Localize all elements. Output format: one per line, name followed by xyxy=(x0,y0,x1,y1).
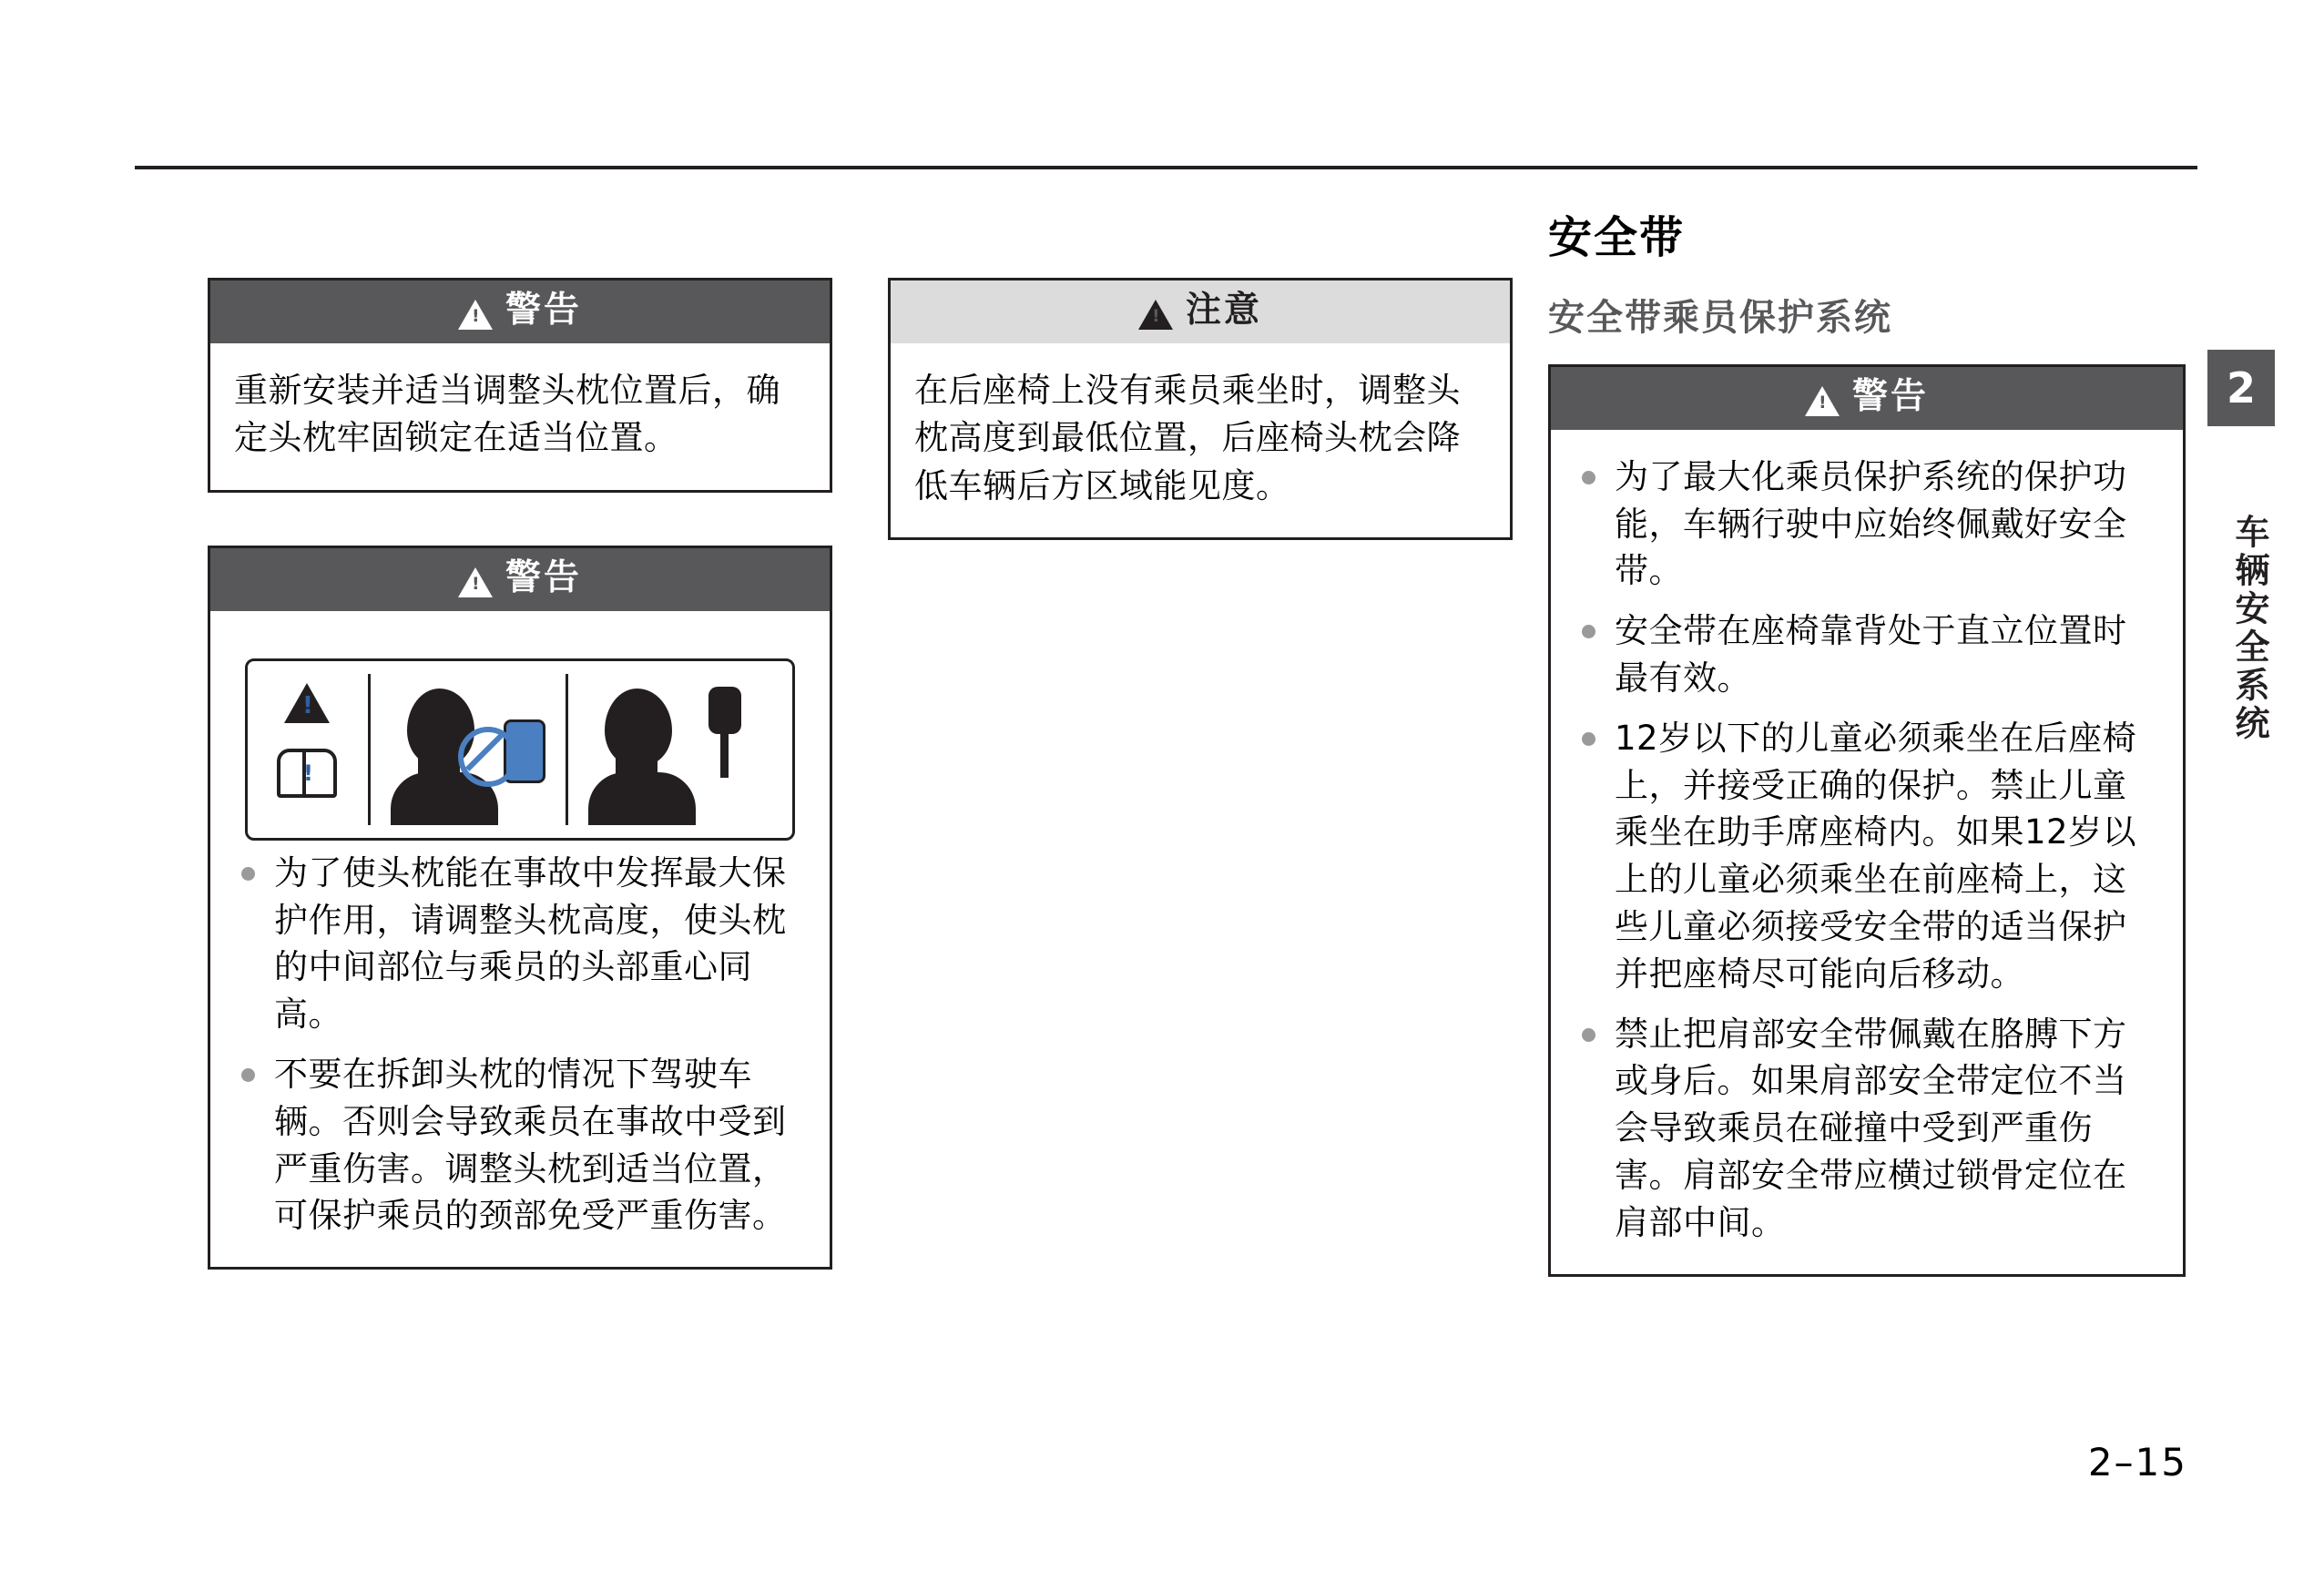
warning-triangle-icon xyxy=(1805,386,1840,416)
warning-header-label: 警告 xyxy=(505,290,582,331)
warning-box-seatbelt xyxy=(1548,364,2186,1277)
list-item: 不要在拆卸头枕的情况下驾驶车辆。否则会导致乘员在事故中受到严重伤害。调整头枕到适当位置，可保护乘员的颈部免受严重伤害。 xyxy=(234,1051,806,1239)
left-column xyxy=(208,278,832,1270)
person-with-headrest-panel xyxy=(576,674,756,825)
list-item: 12岁以下的儿童必须乘坐在后座椅上，并接受正确的保护。禁止儿童乘坐在助手席座椅内。如果12岁以上的儿童必须乘坐在前座椅上，这些儿童必须接受安全带的适当保护并把座椅尽可能向后移动。 xyxy=(1575,715,2159,998)
prohibited-icon xyxy=(458,727,518,787)
illustration-divider xyxy=(566,674,568,825)
list-item: 安全带在座椅靠背处于直立位置时最有效。 xyxy=(1575,607,2159,702)
headrest-stem-icon xyxy=(720,730,729,778)
caution-body-text: 在后座椅上没有乘员乘坐时，调整头枕高度到最低位置，后座椅头枕会降低车辆后方区域能见度。 xyxy=(914,370,1461,505)
right-column xyxy=(1548,202,2186,1277)
page-title: 安全带 xyxy=(1548,212,1686,263)
warning-box-header xyxy=(1551,367,2183,430)
warning-box-header xyxy=(210,548,830,611)
warning-box-body xyxy=(1551,430,2183,1274)
warning-box-header xyxy=(210,281,830,343)
caution-box-body xyxy=(891,343,1510,538)
list-item: 禁止把肩部安全带佩戴在胳膊下方或身后。如果肩部安全带定位不当会导致乘员在碰撞中受到严重伤害。肩部安全带应横过锁骨定位在肩部中间。 xyxy=(1575,1011,2159,1247)
warning-box-headrest-height xyxy=(208,546,832,1270)
warning-box-body xyxy=(210,611,830,1267)
warning-triangle-icon xyxy=(284,683,330,723)
list-item: 为了最大化乘员保护系统的保护功能，车辆行驶中应始终佩戴好安全带。 xyxy=(1575,454,2159,595)
caution-header-label: 注意 xyxy=(1185,290,1262,331)
page-number: 2–15 xyxy=(2087,1440,2187,1484)
warning-header-label: 警告 xyxy=(505,556,582,598)
warning-triangle-icon xyxy=(458,567,493,597)
section-subtitle: 安全带乘员保护系统 xyxy=(1548,297,1892,339)
chapter-tab-number: 2 xyxy=(2207,350,2275,426)
headrest-position-illustration xyxy=(245,658,795,841)
warning-body-text: 重新安装并适当调整头枕位置后，确定头枕牢固锁定在适当位置。 xyxy=(234,370,780,458)
seat-headrest-correct-icon xyxy=(708,687,741,734)
caution-box-rear-headrest xyxy=(888,278,1513,540)
page-top-rule xyxy=(135,166,2197,169)
warning-box-reinstall-headrest xyxy=(208,278,832,493)
caution-triangle-icon xyxy=(1138,300,1173,330)
manual-book-icon: ! xyxy=(277,749,337,798)
caution-box-header xyxy=(891,281,1510,343)
illustration-divider xyxy=(368,674,371,825)
warning-and-manual-icons-panel xyxy=(253,674,361,825)
person-without-headrest-panel xyxy=(378,674,558,825)
middle-column xyxy=(888,278,1513,540)
warning-bullet-list xyxy=(234,850,806,1239)
chapter-tab-label: 车辆安全系统 xyxy=(2229,514,2269,743)
warning-box-body xyxy=(210,343,830,490)
warning-header-label: 警告 xyxy=(1851,376,1929,417)
warning-bullet-list xyxy=(1575,454,2159,1247)
list-item: 为了使头枕能在事故中发挥最大保护作用，请调整头枕高度，使头枕的中间部位与乘员的头部重心同高。 xyxy=(234,850,806,1038)
warning-triangle-icon xyxy=(458,300,493,330)
occupant-silhouette-icon xyxy=(588,689,698,825)
